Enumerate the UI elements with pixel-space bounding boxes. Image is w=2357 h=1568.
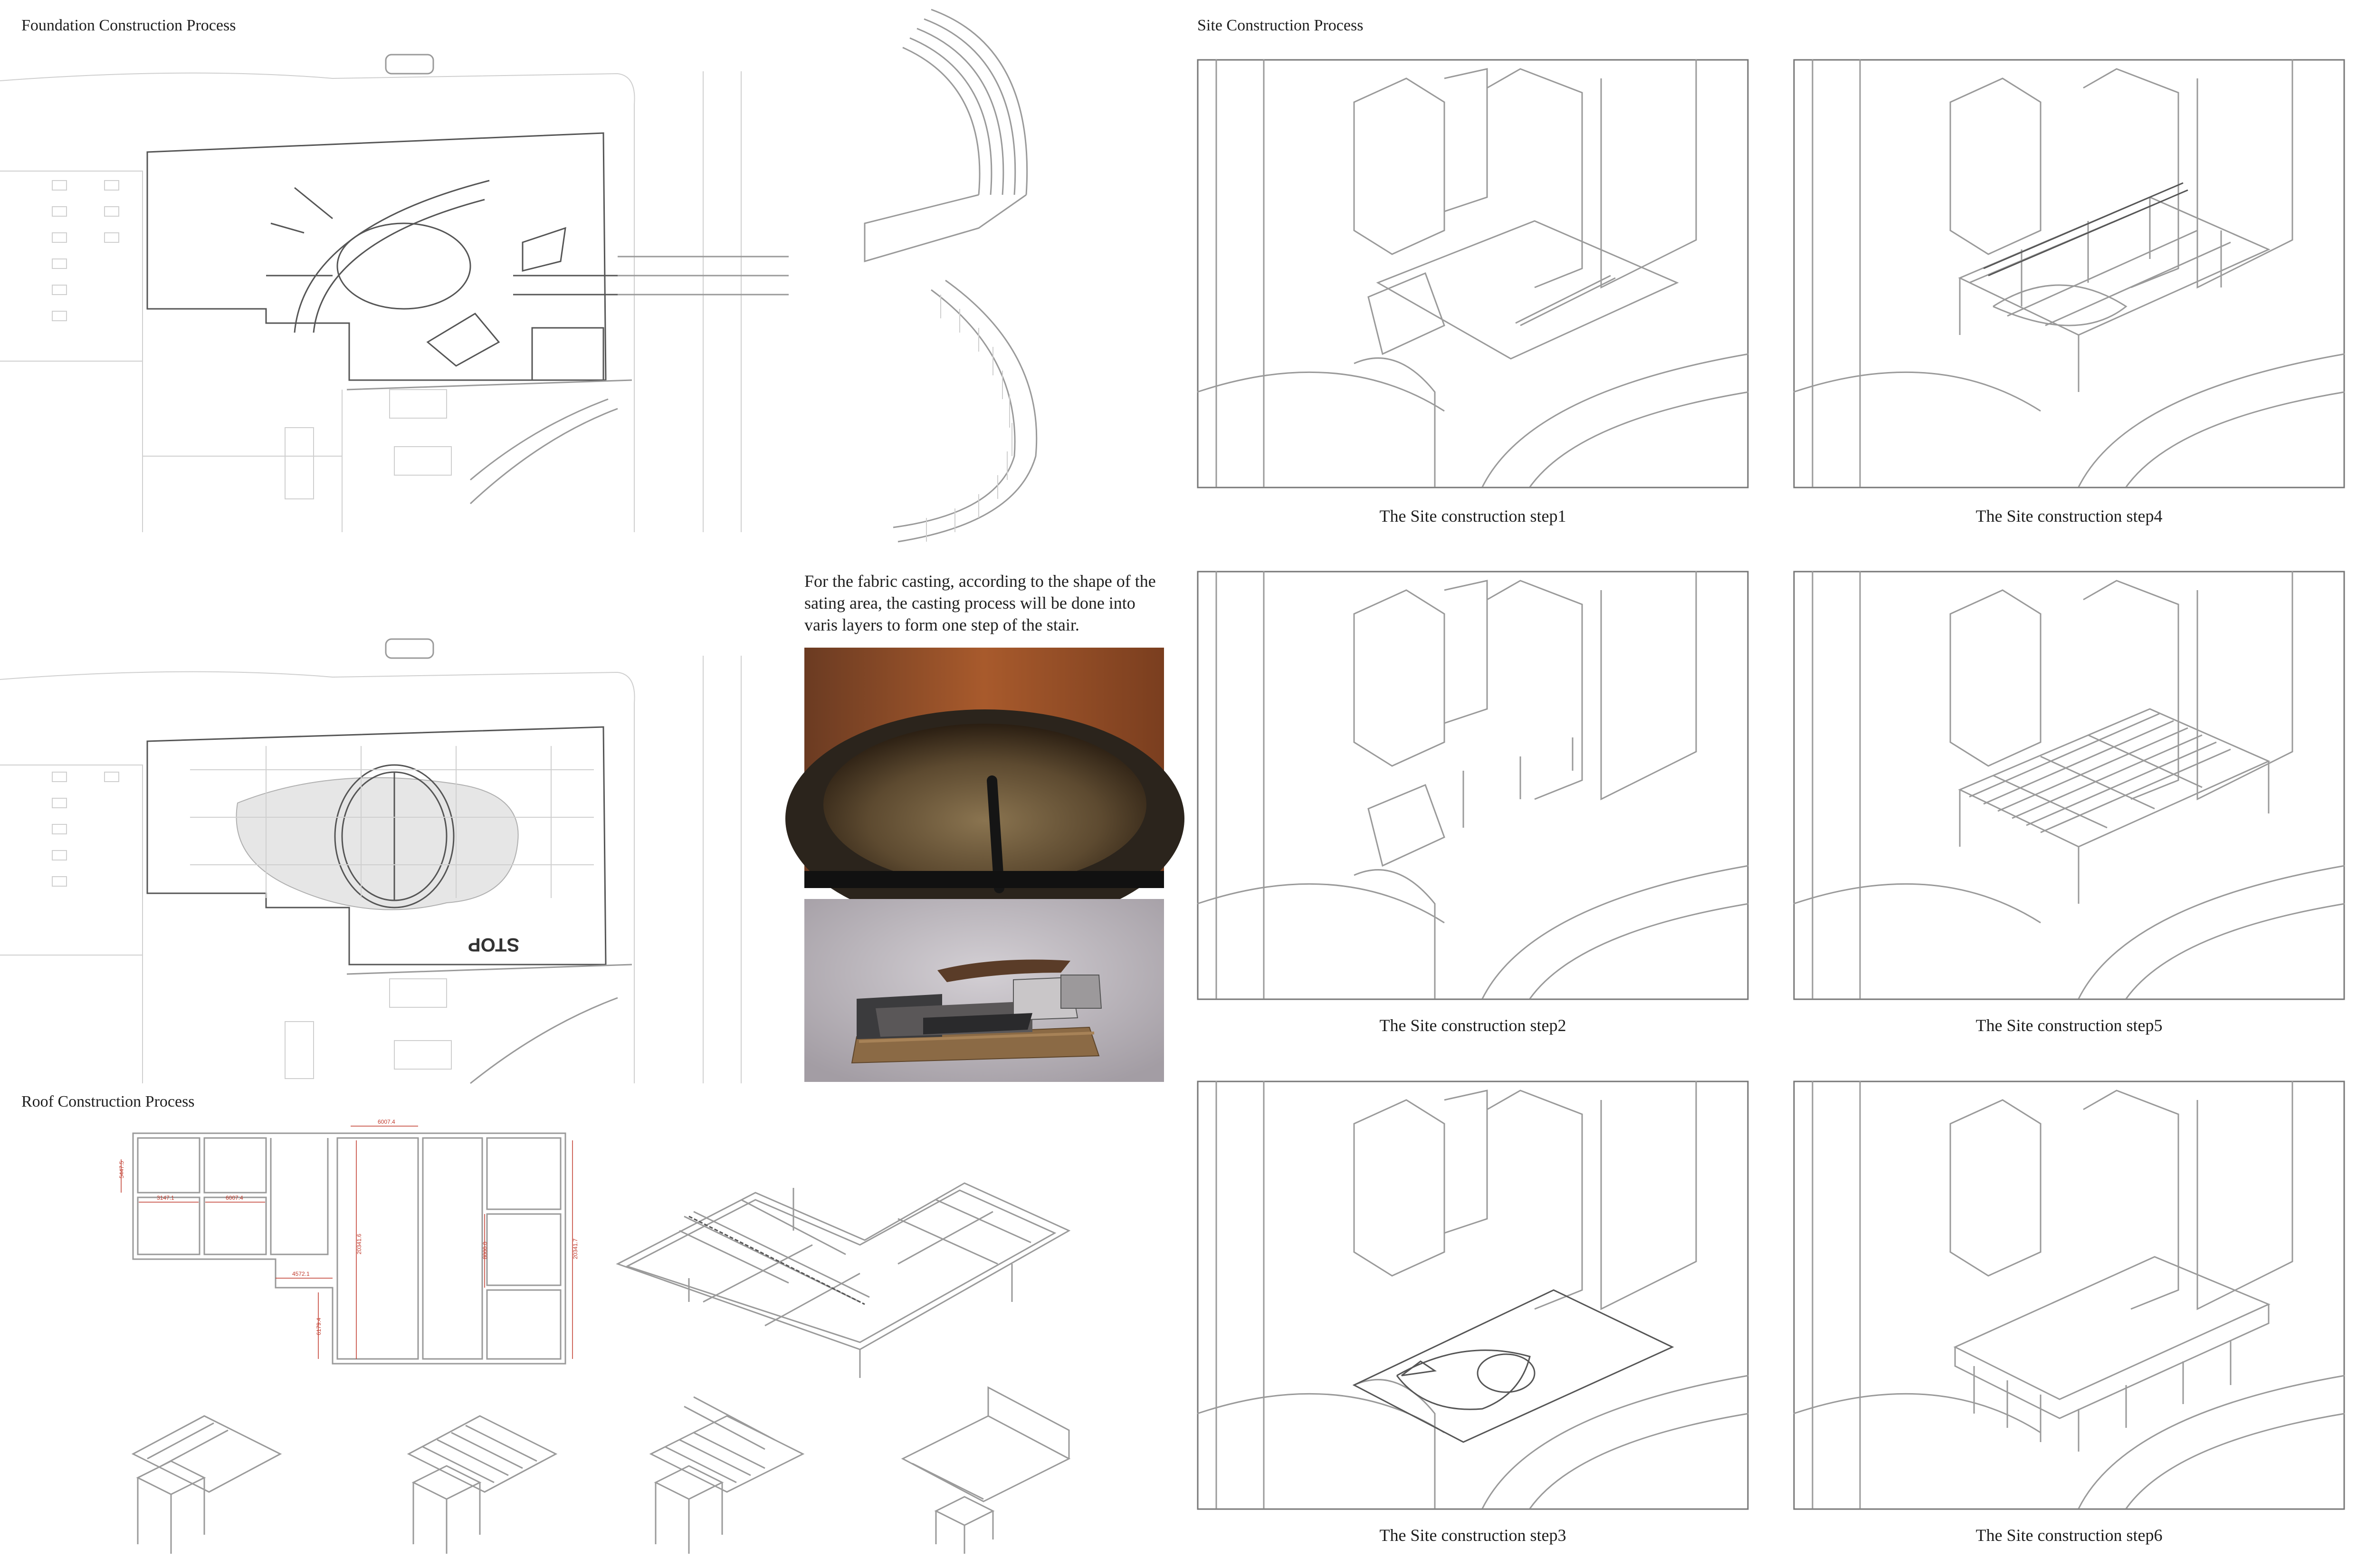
stop-road-marking: STOP xyxy=(468,934,520,955)
site-step-caption: The Site construction step6 xyxy=(1975,1526,2163,1545)
roof-axonometric xyxy=(613,1121,1069,1368)
dimension-label: 3147.1 xyxy=(157,1195,174,1201)
dimension-label: 6179.4 xyxy=(315,1318,322,1335)
roof-detail-2 xyxy=(404,1411,561,1554)
roof-detail-1 xyxy=(128,1411,285,1554)
site-step-caption: The Site construction step1 xyxy=(1379,507,1566,526)
dimension-label: 4572.1 xyxy=(292,1271,310,1277)
dimension-label: 8000.0 xyxy=(482,1242,488,1259)
foundation-site-plan-2 xyxy=(0,613,789,1083)
site-step-caption: The Site construction step3 xyxy=(1379,1526,1566,1545)
site-step-caption: The Site construction step5 xyxy=(1975,1016,2163,1035)
dimension-label: 5447.5 xyxy=(118,1161,125,1178)
site-step2-drawing xyxy=(1197,571,1748,1000)
dimension-label: 6007.4 xyxy=(378,1119,395,1125)
fabric-casting-description: For the fabric casting, according to the shape of the sating area, the casting process will be done into varis layers to form one step of the stair. xyxy=(804,572,1156,634)
roof-detail-4 xyxy=(898,1387,1078,1554)
dimension-label: 6007.4 xyxy=(226,1195,243,1201)
site-step3-drawing xyxy=(1197,1081,1748,1510)
model-photo xyxy=(804,899,1164,1082)
curved-stair-axonometric xyxy=(836,5,1036,271)
roof-detail-3 xyxy=(646,1387,812,1554)
fabric-casting-photo xyxy=(804,648,1164,888)
foundation-site-plan-1 xyxy=(0,29,789,532)
curved-stair-formwork xyxy=(874,276,1055,546)
dimension-label: 20341.6 xyxy=(356,1233,363,1254)
site-step5-drawing xyxy=(1794,571,2345,1000)
site-step6-drawing xyxy=(1794,1081,2345,1510)
site-step-caption: The Site construction step4 xyxy=(1975,507,2163,526)
foundation-heading: Foundation Construction Process xyxy=(21,17,236,34)
roof-plan xyxy=(109,1112,608,1378)
site-step1-drawing xyxy=(1197,59,1748,488)
site-heading: Site Construction Process xyxy=(1197,17,1364,34)
site-step4-drawing xyxy=(1794,59,2345,488)
dimension-label: 20341.7 xyxy=(572,1238,579,1259)
site-step-caption: The Site construction step2 xyxy=(1379,1016,1566,1035)
roof-heading: Roof Construction Process xyxy=(21,1093,195,1110)
